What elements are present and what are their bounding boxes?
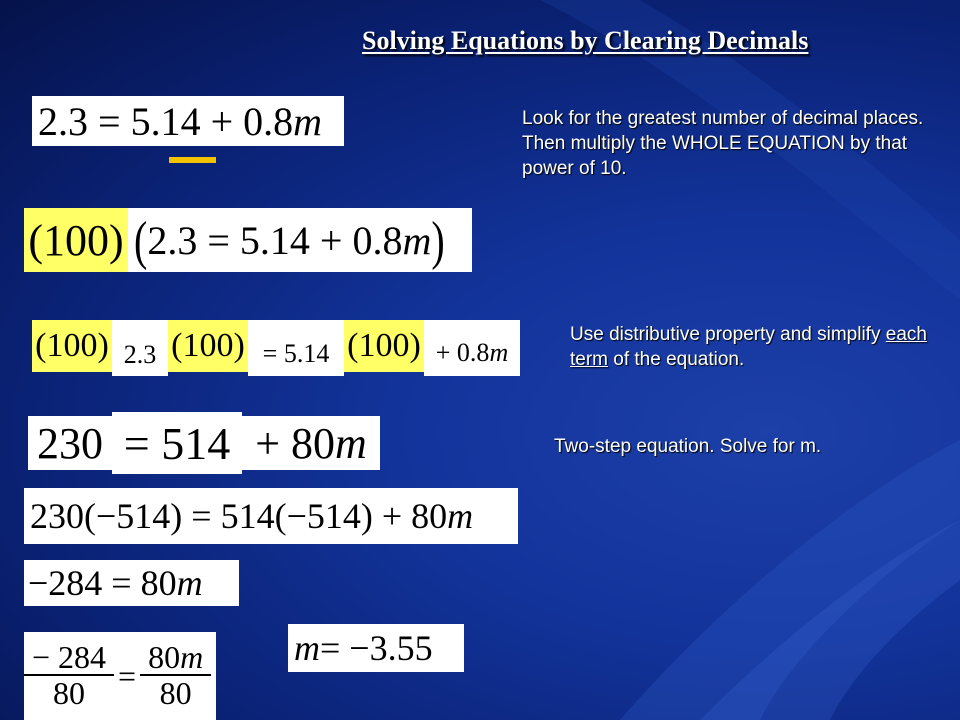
- equation-simplified: [24, 560, 239, 606]
- decimal-places-marker: [169, 157, 216, 163]
- eq1-var: m: [293, 98, 323, 144]
- eq3-term-2-text: = 5.14: [262, 339, 330, 368]
- note-step2-underlined: each term: [570, 324, 927, 370]
- eq2-plus: +: [319, 217, 343, 263]
- eq6-var: m: [176, 563, 203, 603]
- eq2-var: m: [402, 217, 432, 263]
- fraction-right: [144, 638, 207, 712]
- eq4-var: m: [335, 418, 367, 468]
- eq1-equals: =: [98, 98, 121, 144]
- eq3-factor-3: [344, 320, 424, 372]
- fraction-left: [28, 638, 110, 712]
- eq4-middle: [112, 412, 242, 474]
- eq2-factor: (100): [28, 215, 124, 265]
- eq3-term-1-text: 2.3: [123, 340, 157, 369]
- eq1-left: 2.3: [38, 98, 88, 144]
- note-step2-pre: Use distributive property and simplify: [570, 324, 886, 345]
- eq4-right: [242, 416, 380, 470]
- eq2-term-a: 5.14: [239, 217, 310, 263]
- eq2-left: 2.3: [147, 217, 198, 263]
- fraction-right-var: m: [180, 638, 204, 675]
- eq4-mid-text: 514: [161, 417, 231, 469]
- eq1-term-a: 5.14: [130, 98, 201, 144]
- fraction-right-coef: 80: [148, 638, 181, 675]
- eq3-factor-3-text: (100): [347, 327, 421, 364]
- eq3-term-3: [424, 320, 520, 376]
- answer-var: m: [294, 628, 320, 668]
- eq4-plus: +: [255, 418, 281, 468]
- eq4-equals: =: [123, 417, 150, 469]
- eq3-factor-2-text: (100): [171, 327, 245, 364]
- fraction-right-denominator: 80: [140, 674, 211, 711]
- eq3-factor-1: [32, 320, 112, 372]
- equation-multiplied: [128, 208, 472, 272]
- eq3-var: m: [489, 338, 509, 367]
- note-step3: Two-step equation. Solve for m.: [554, 436, 822, 457]
- eq2-open-paren: (: [134, 209, 148, 271]
- eq2-term-b: 0.8: [352, 217, 403, 263]
- eq1-term-b: 0.8: [243, 98, 294, 144]
- eq3-term-3-text: + 0.8: [435, 338, 490, 367]
- note-step1: Look for the greatest number of decimal places. Then multiply the WHOLE EQUATION by that power of 10.: [522, 108, 924, 179]
- fraction-left-denominator: 80: [24, 674, 114, 711]
- answer-value: = −3.55: [320, 628, 433, 668]
- eq4-coef: 80: [291, 418, 336, 468]
- fraction-right-numerator: [144, 638, 207, 675]
- eq2-close-paren: ): [431, 209, 445, 271]
- answer-box: [288, 624, 464, 672]
- eq2-equals: =: [207, 217, 230, 263]
- equation-divide: [24, 632, 216, 720]
- eq1-plus: +: [210, 98, 234, 144]
- equation-subtract: [24, 488, 518, 544]
- eq4-left: [28, 416, 112, 470]
- equation-original: [32, 96, 344, 146]
- note-step2-post: of the equation.: [608, 349, 745, 370]
- eq3-factor-1-text: (100): [35, 327, 109, 364]
- eq5-var: m: [447, 496, 474, 536]
- eq4-left-text: 230: [37, 418, 103, 468]
- eq5-text: 230(−514) = 514(−514) + 80: [30, 496, 448, 536]
- equation-multiplier: [24, 208, 128, 272]
- slide-title: Solving Equations by Clearing Decimals: [362, 26, 809, 55]
- eq3-term-1: [112, 320, 168, 376]
- note-step2: [570, 322, 950, 372]
- eq3-term-2: [248, 320, 344, 376]
- fraction-left-numerator: − 284: [32, 638, 107, 675]
- eq7-equals: =: [118, 657, 137, 694]
- eq3-factor-2: [168, 320, 248, 372]
- eq6-text: −284 = 80: [28, 563, 177, 603]
